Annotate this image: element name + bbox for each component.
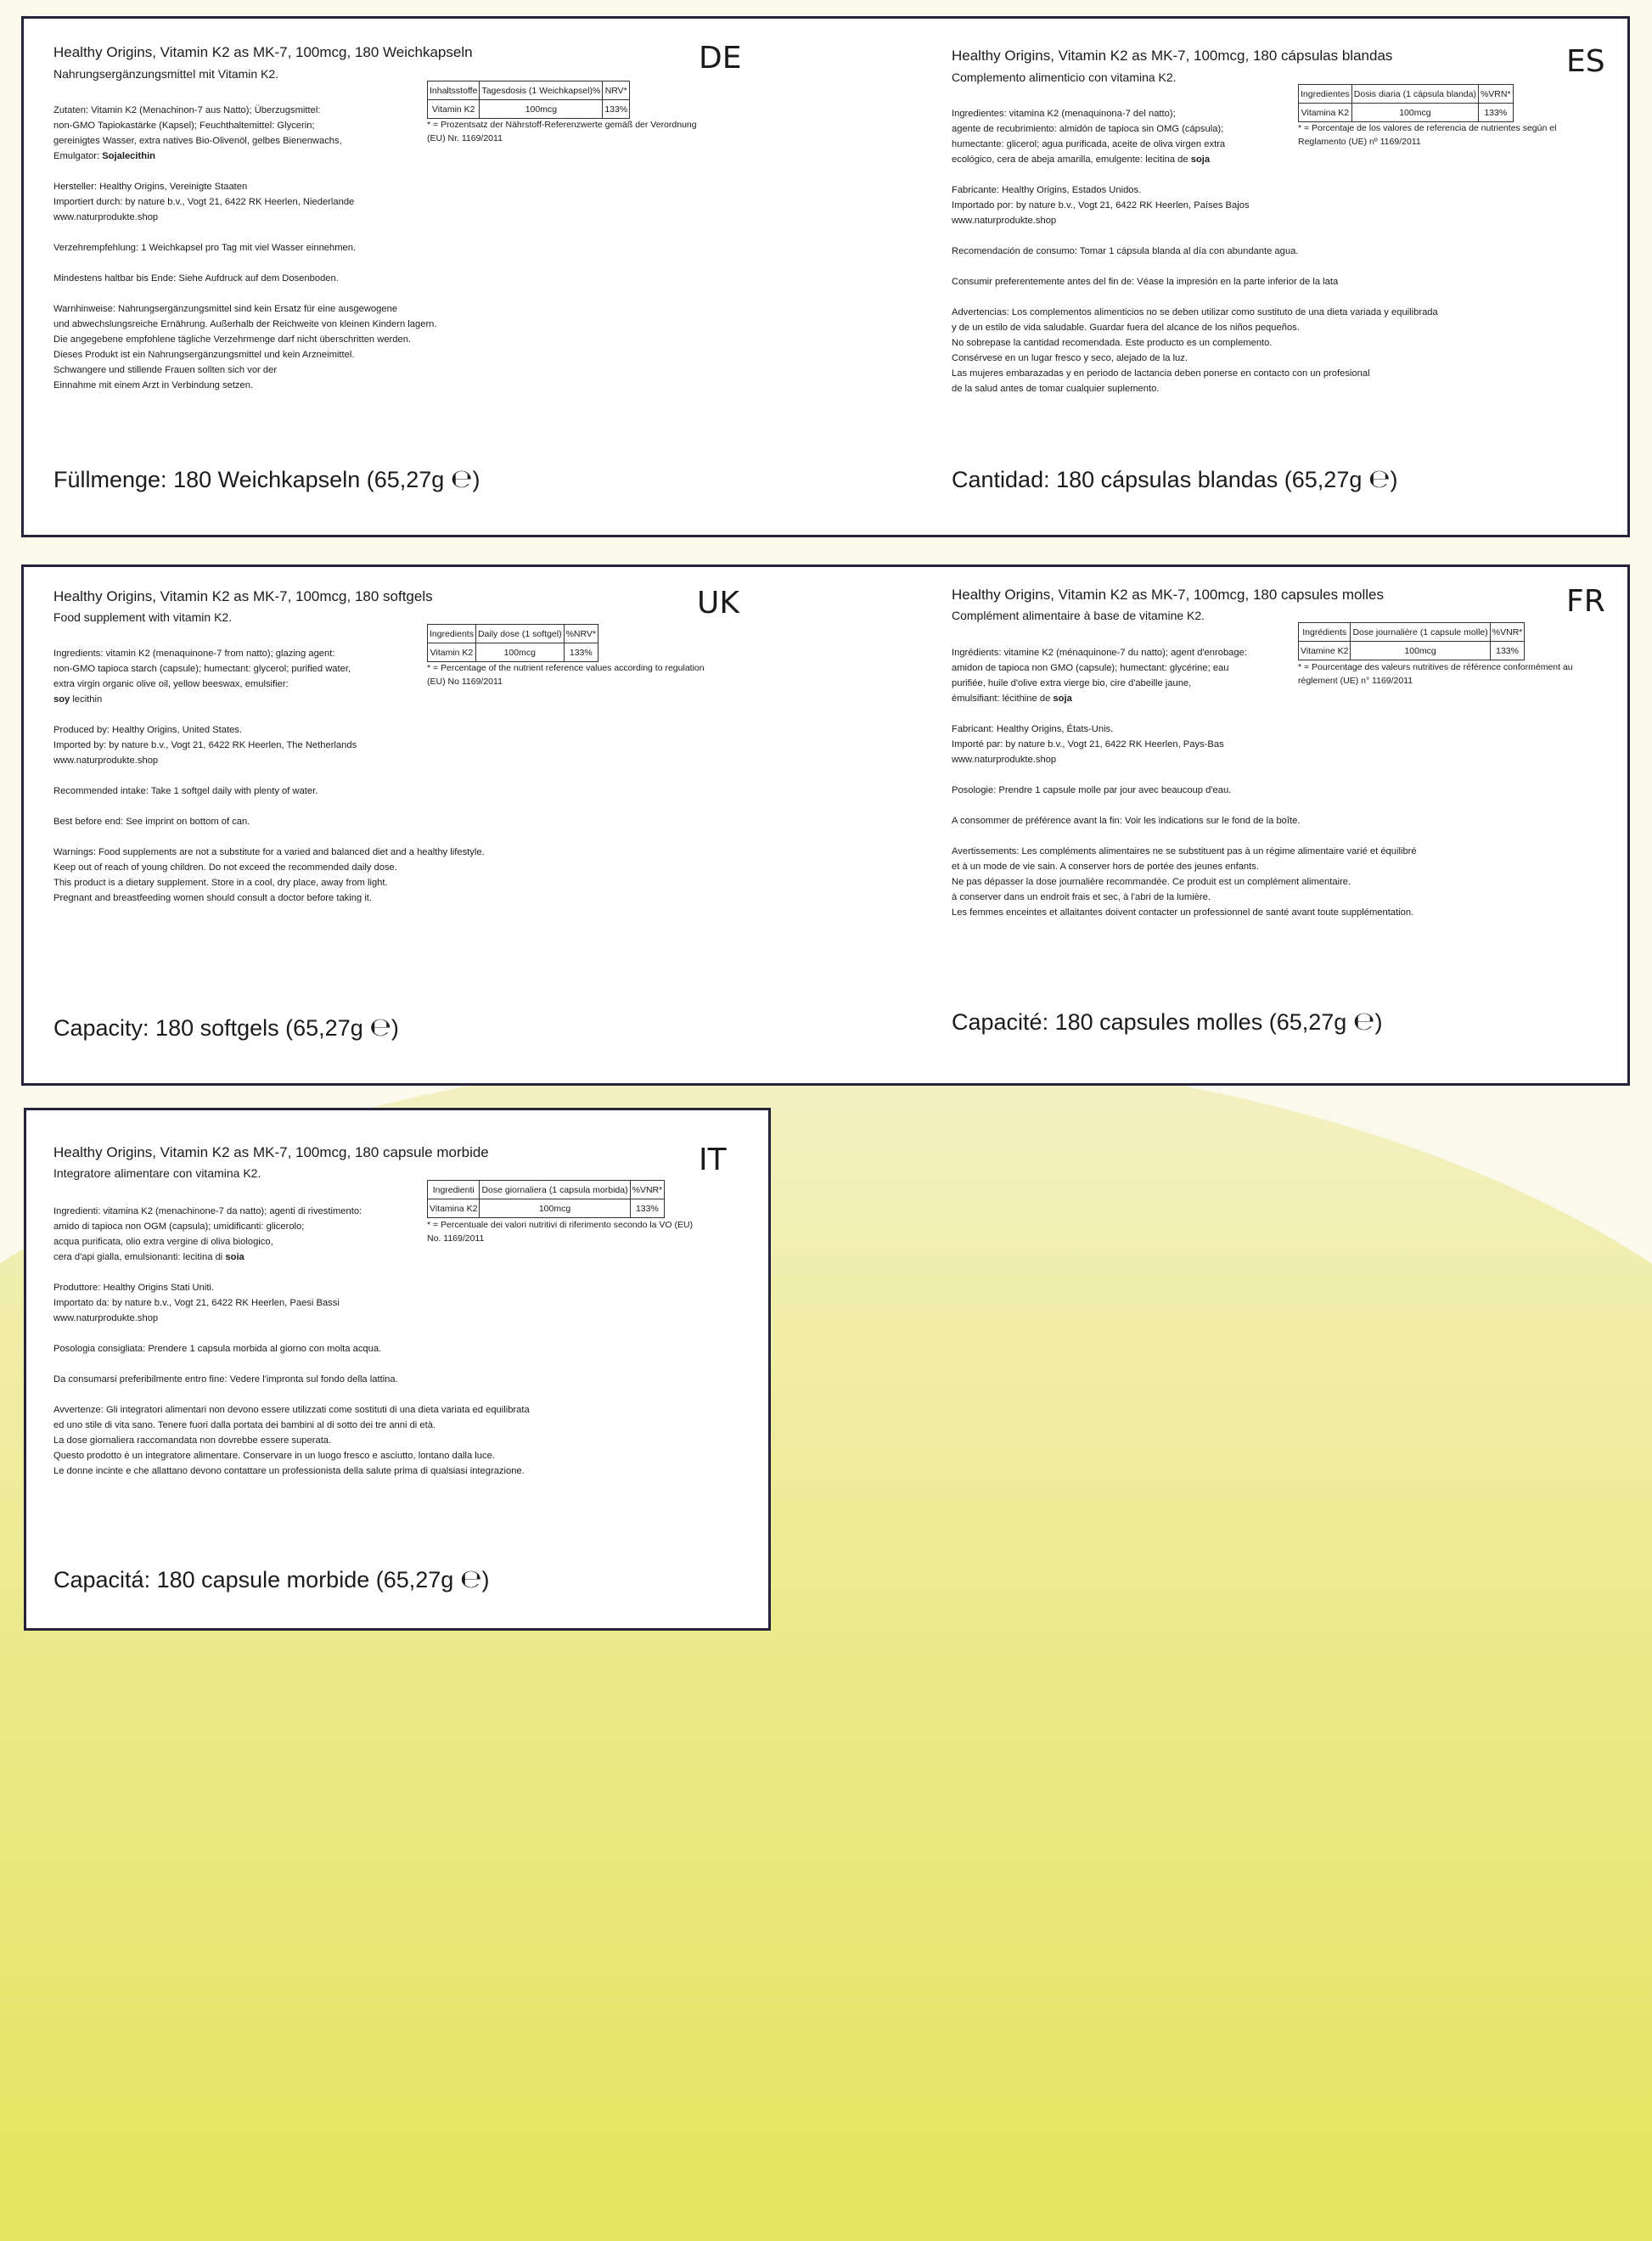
best-before-text: A consommer de préférence avant la fin: Voir les indications sur le fond de la boîte. xyxy=(952,816,1301,826)
language-code: DE xyxy=(699,41,742,76)
product-subtitle: Complemento alimenticio con vitamina K2. xyxy=(952,70,1177,84)
allergen-highlight: soia xyxy=(225,1252,244,1262)
warnings-text: Advertencias: Los complementos alimenticios no se deben utilizar como sustituto de una dieta variada y equilibrada y de un estilo de vida saludable. Guardar fuera del alcance de los niños pequeños. No sobrepase la cantidad recomendada. Este producto es un complemento. Consérvese en un lugar fresco y seco, alejado de la luz. Las mujeres embarazadas y en periodo de lactancia deben ponerse en contacto con un profesional de la salud antes de tomar cualquier suplemento. xyxy=(952,307,1438,394)
label-panel-de-es xyxy=(21,16,1630,537)
intake-text: Posologia consigliata: Prendere 1 capsula morbida al giorno con molta acqua. xyxy=(53,1344,382,1354)
table-footnote: * = Percentuale dei valori nutritivi di riferimento secondo la VO (EU) No. 1169/2011 xyxy=(427,1220,694,1244)
warnings-text: Warnings: Food supplements are not a substitute for a varied and balanced diet and a healthy lifestyle. Keep out of reach of young children. Do not exceed the recommended daily dose. This product is a dietary supplement. Store in a cool, dry place, away from light. Pregnant and breastfeeding women should consult a doctor before taking it. xyxy=(53,847,485,903)
intake-text: Recommended intake: Take 1 softgel daily with plenty of water. xyxy=(53,786,318,796)
best-before-text: Best before end: See imprint on bottom of can. xyxy=(53,817,250,827)
estimated-sign-icon: ℮ xyxy=(1368,464,1391,494)
language-code: ES xyxy=(1566,44,1605,79)
quantity-text: Füllmenge: 180 Weichkapseln (65,27g ℮) xyxy=(53,464,480,494)
product-title: Healthy Origins, Vitamin K2 as MK-7, 100mcg, 180 capsule morbide xyxy=(53,1144,489,1160)
estimated-sign-icon: ℮ xyxy=(450,464,473,494)
ingredients-text: Ingrédients: vitamine K2 (ménaquinone-7 du natto); agent d'enrobage: amidon de tapioca non GMO (capsule); humectant: glycérine; eau purifiée, huile d'olive extra vierge bio, cire d'abeille jaune, émulsifiant: lécithine de soja xyxy=(952,648,1247,704)
nutrition-table: Inhaltsstoffe Tagesdosis (1 Weichkapsel)% NRV* Vitamin K2 100mcg 133% xyxy=(427,81,630,119)
manufacturer-text: Fabricant: Healthy Origins, États-Unis. Importé par: by nature b.v., Vogt 21, 6422 RK Heerlen, Pays-Bas www.naturprodukte.shop xyxy=(952,724,1224,765)
best-before-text: Consumir preferentemente antes del fin de: Véase la impresión en la parte inferior de la lata xyxy=(952,277,1339,287)
quantity-text: Cantidad: 180 cápsulas blandas (65,27g ℮) xyxy=(952,464,1398,494)
intake-text: Posologie: Prendre 1 capsule molle par jour avec beaucoup d'eau. xyxy=(952,785,1232,795)
language-code: IT xyxy=(699,1143,727,1177)
quantity-text: Capacity: 180 softgels (65,27g ℮) xyxy=(53,1013,399,1042)
manufacturer-text: Produced by: Healthy Origins, United States. Imported by: by nature b.v., Vogt 21, 6422 RK Heerlen, The Netherlands www.naturprodukte.shop xyxy=(53,725,357,766)
nutrition-table: Ingredients Daily dose (1 softgel) %NRV* Vitamin K2 100mcg 133% xyxy=(427,624,598,662)
estimated-sign-icon: ℮ xyxy=(1352,1007,1375,1036)
language-code: FR xyxy=(1566,584,1605,619)
table-footnote: * = Prozentsatz der Nährstoff-Referenzwerte gemäß der Verordnung (EU) Nr. 1169/2011 xyxy=(427,120,697,143)
product-title: Healthy Origins, Vitamin K2 as MK-7, 100mcg, 180 cápsulas blandas xyxy=(952,48,1393,64)
table-footnote: * = Percentage of the nutrient reference values according to regulation (EU) No 1169/2011 xyxy=(427,663,705,687)
best-before-text: Mindestens haltbar bis Ende: Siehe Aufdruck auf dem Dosenboden. xyxy=(53,273,339,284)
nutrition-table: Ingredientes Dosis diaria (1 cápsula blanda) %VRN* Vitamina K2 100mcg 133% xyxy=(1298,84,1514,122)
label-panel-it xyxy=(24,1108,771,1631)
allergen-highlight: soy xyxy=(53,694,70,705)
product-subtitle: Nahrungsergänzungsmittel mit Vitamin K2. xyxy=(53,67,279,81)
estimated-sign-icon: ℮ xyxy=(369,1013,391,1042)
ingredients-text: Ingredientes: vitamina K2 (menaquinona-7 del natto); agente de recubrimiento: almidón de tapioca sin OMG (cápsula); humectante: glicerol; agua purificada, aceite de oliva virgen extra ecológico, cera de abeja amarilla, emulgente: lecitina de soja xyxy=(952,109,1226,165)
product-subtitle: Food supplement with vitamin K2. xyxy=(53,610,233,624)
table-footnote: * = Pourcentage des valeurs nutritives de référence conformément au règlement (UE) n° 1169/2011 xyxy=(1298,662,1573,686)
product-subtitle: Integratore alimentare con vitamina K2. xyxy=(53,1166,261,1180)
manufacturer-text: Hersteller: Healthy Origins, Vereinigte Staaten Importiert durch: by nature b.v., Vogt 21, 6422 RK Heerlen, Niederlande www.naturprodukte.shop xyxy=(53,182,355,222)
intake-text: Recomendación de consumo: Tomar 1 cápsula blanda al día con abundante agua. xyxy=(952,246,1299,256)
quantity-text: Capacitá: 180 capsule morbide (65,27g ℮) xyxy=(53,1564,490,1594)
label-body xyxy=(53,1204,716,1494)
nutrition-table: Ingrédients Dose journalière (1 capsule molle) %VNR* Vitamine K2 100mcg 133% xyxy=(1298,622,1525,660)
label-panel-uk-fr xyxy=(21,564,1630,1086)
product-title: Healthy Origins, Vitamin K2 as MK-7, 100mcg, 180 Weichkapseln xyxy=(53,44,473,60)
product-subtitle: Complément alimentaire à base de vitamine K2. xyxy=(952,609,1205,622)
ingredients-text: Ingredients: vitamin K2 (menaquinone-7 from natto); glazing agent: non-GMO tapioca starch (capsule); humectant: glycerol; purified water, extra virgin organic olive oil, yellow beeswax, emulsifier: soy lecithin xyxy=(53,649,351,705)
quantity-text: Capacité: 180 capsules molles (65,27g ℮) xyxy=(952,1007,1383,1036)
warnings-text: Avertissements: Les compléments alimentaires ne se substituent pas à un régime alimentaire varié et équilibré et à un mode de vie sain. A conserver hors de portée des jeunes enfants. Ne pas dépasser la dose journalière recommandée. Ce produit est un complément alimentaire. à conserver dans un endroit frais et sec, à l'abri de la lumière. Les femmes enceintes et allaitantes doivent contacter un professionnel de santé avant toute supplémentation. xyxy=(952,846,1417,918)
allergen-highlight: soja xyxy=(1053,694,1072,704)
ingredients-text: Zutaten: Vitamin K2 (Menachinon-7 aus Natto); Überzugsmittel: non-GMO Tapiokastärke (Kapsel); Feuchthaltemittel: Glycerin; gereinigtes Wasser, extra natives Bio-Olivenöl, gelbes Bienenwachs, Emulgator: Sojalecithin xyxy=(53,105,342,161)
nutrition-table: Ingredienti Dose giornaliera (1 capsula morbida) %VNR* Vitamina K2 100mcg 133% xyxy=(427,1180,665,1218)
best-before-text: Da consumarsi preferibilmente entro fine: Vedere l'impronta sul fondo della lattina. xyxy=(53,1374,398,1384)
manufacturer-text: Produttore: Healthy Origins Stati Uniti. Importato da: by nature b.v., Vogt 21, 6422 RK Heerlen, Paesi Bassi www.naturprodukte.shop xyxy=(53,1283,340,1323)
language-code: UK xyxy=(697,586,739,621)
label-body xyxy=(53,646,563,921)
label-body xyxy=(952,645,1563,935)
label-body xyxy=(952,106,1546,412)
warnings-text: Avvertenze: Gli integratori alimentari non devono essere utilizzati come sostituti di una dieta variata ed equilibrata ed uno stile di vita sano. Tenere fuori dalla portata dei bambini al di sotto dei tre anni di età. La dose giornaliera raccomandata non dovrebbe essere superata. Questo prodotto è un integratore alimentare. Conservare in un luogo fresco e asciutto, lontano dalla luce. Le donne incinte e che allattano devono contattare un professionista della salute prima di qualsiasi integrazione. xyxy=(53,1405,530,1476)
estimated-sign-icon: ℮ xyxy=(459,1564,482,1594)
allergen-highlight: Sojalecithin xyxy=(102,151,156,161)
ingredients-text: Ingredienti: vitamina K2 (menachinone-7 da natto); agenti di rivestimento: amido di tapioca non OGM (capsula); umidificanti: glicerolo; acqua purificata, olio extra vergine di oliva biologico, cera d'api gialla, emulsionanti: lecitina di soia xyxy=(53,1206,362,1262)
product-title: Healthy Origins, Vitamin K2 as MK-7, 100mcg, 180 softgels xyxy=(53,588,433,604)
product-title: Healthy Origins, Vitamin K2 as MK-7, 100mcg, 180 capsules molles xyxy=(952,587,1384,603)
allergen-highlight: soja xyxy=(1190,154,1211,165)
warnings-text: Warnhinweise: Nahrungsergänzungsmittel sind kein Ersatz für eine ausgewogene und abwechslungsreiche Ernährung. Außerhalb der Reichweite von kleinen Kindern lagern. Die angegebene empfohlene tägliche Verzehrmenge darf nicht überschritten werden. Dieses Produkt ist ein Nahrungsergänzungsmittel und kein Arzneimittel. Schwangere und stillende Frauen sollten sich vor der Einnahme mit einem Arzt in Verbindung setzen. xyxy=(53,304,437,390)
manufacturer-text: Fabricante: Healthy Origins, Estados Unidos. Importado por: by nature b.v., Vogt 21, 6422 RK Heerlen, Países Bajos www.naturprodukte.shop xyxy=(952,185,1250,226)
label-body xyxy=(53,103,529,408)
table-footnote: * = Porcentaje de los valores de referencia de nutrientes según el Reglamento (UE) nº 1169/2011 xyxy=(1298,123,1557,147)
intake-text: Verzehrempfehlung: 1 Weichkapsel pro Tag mit viel Wasser einnehmen. xyxy=(53,243,357,253)
